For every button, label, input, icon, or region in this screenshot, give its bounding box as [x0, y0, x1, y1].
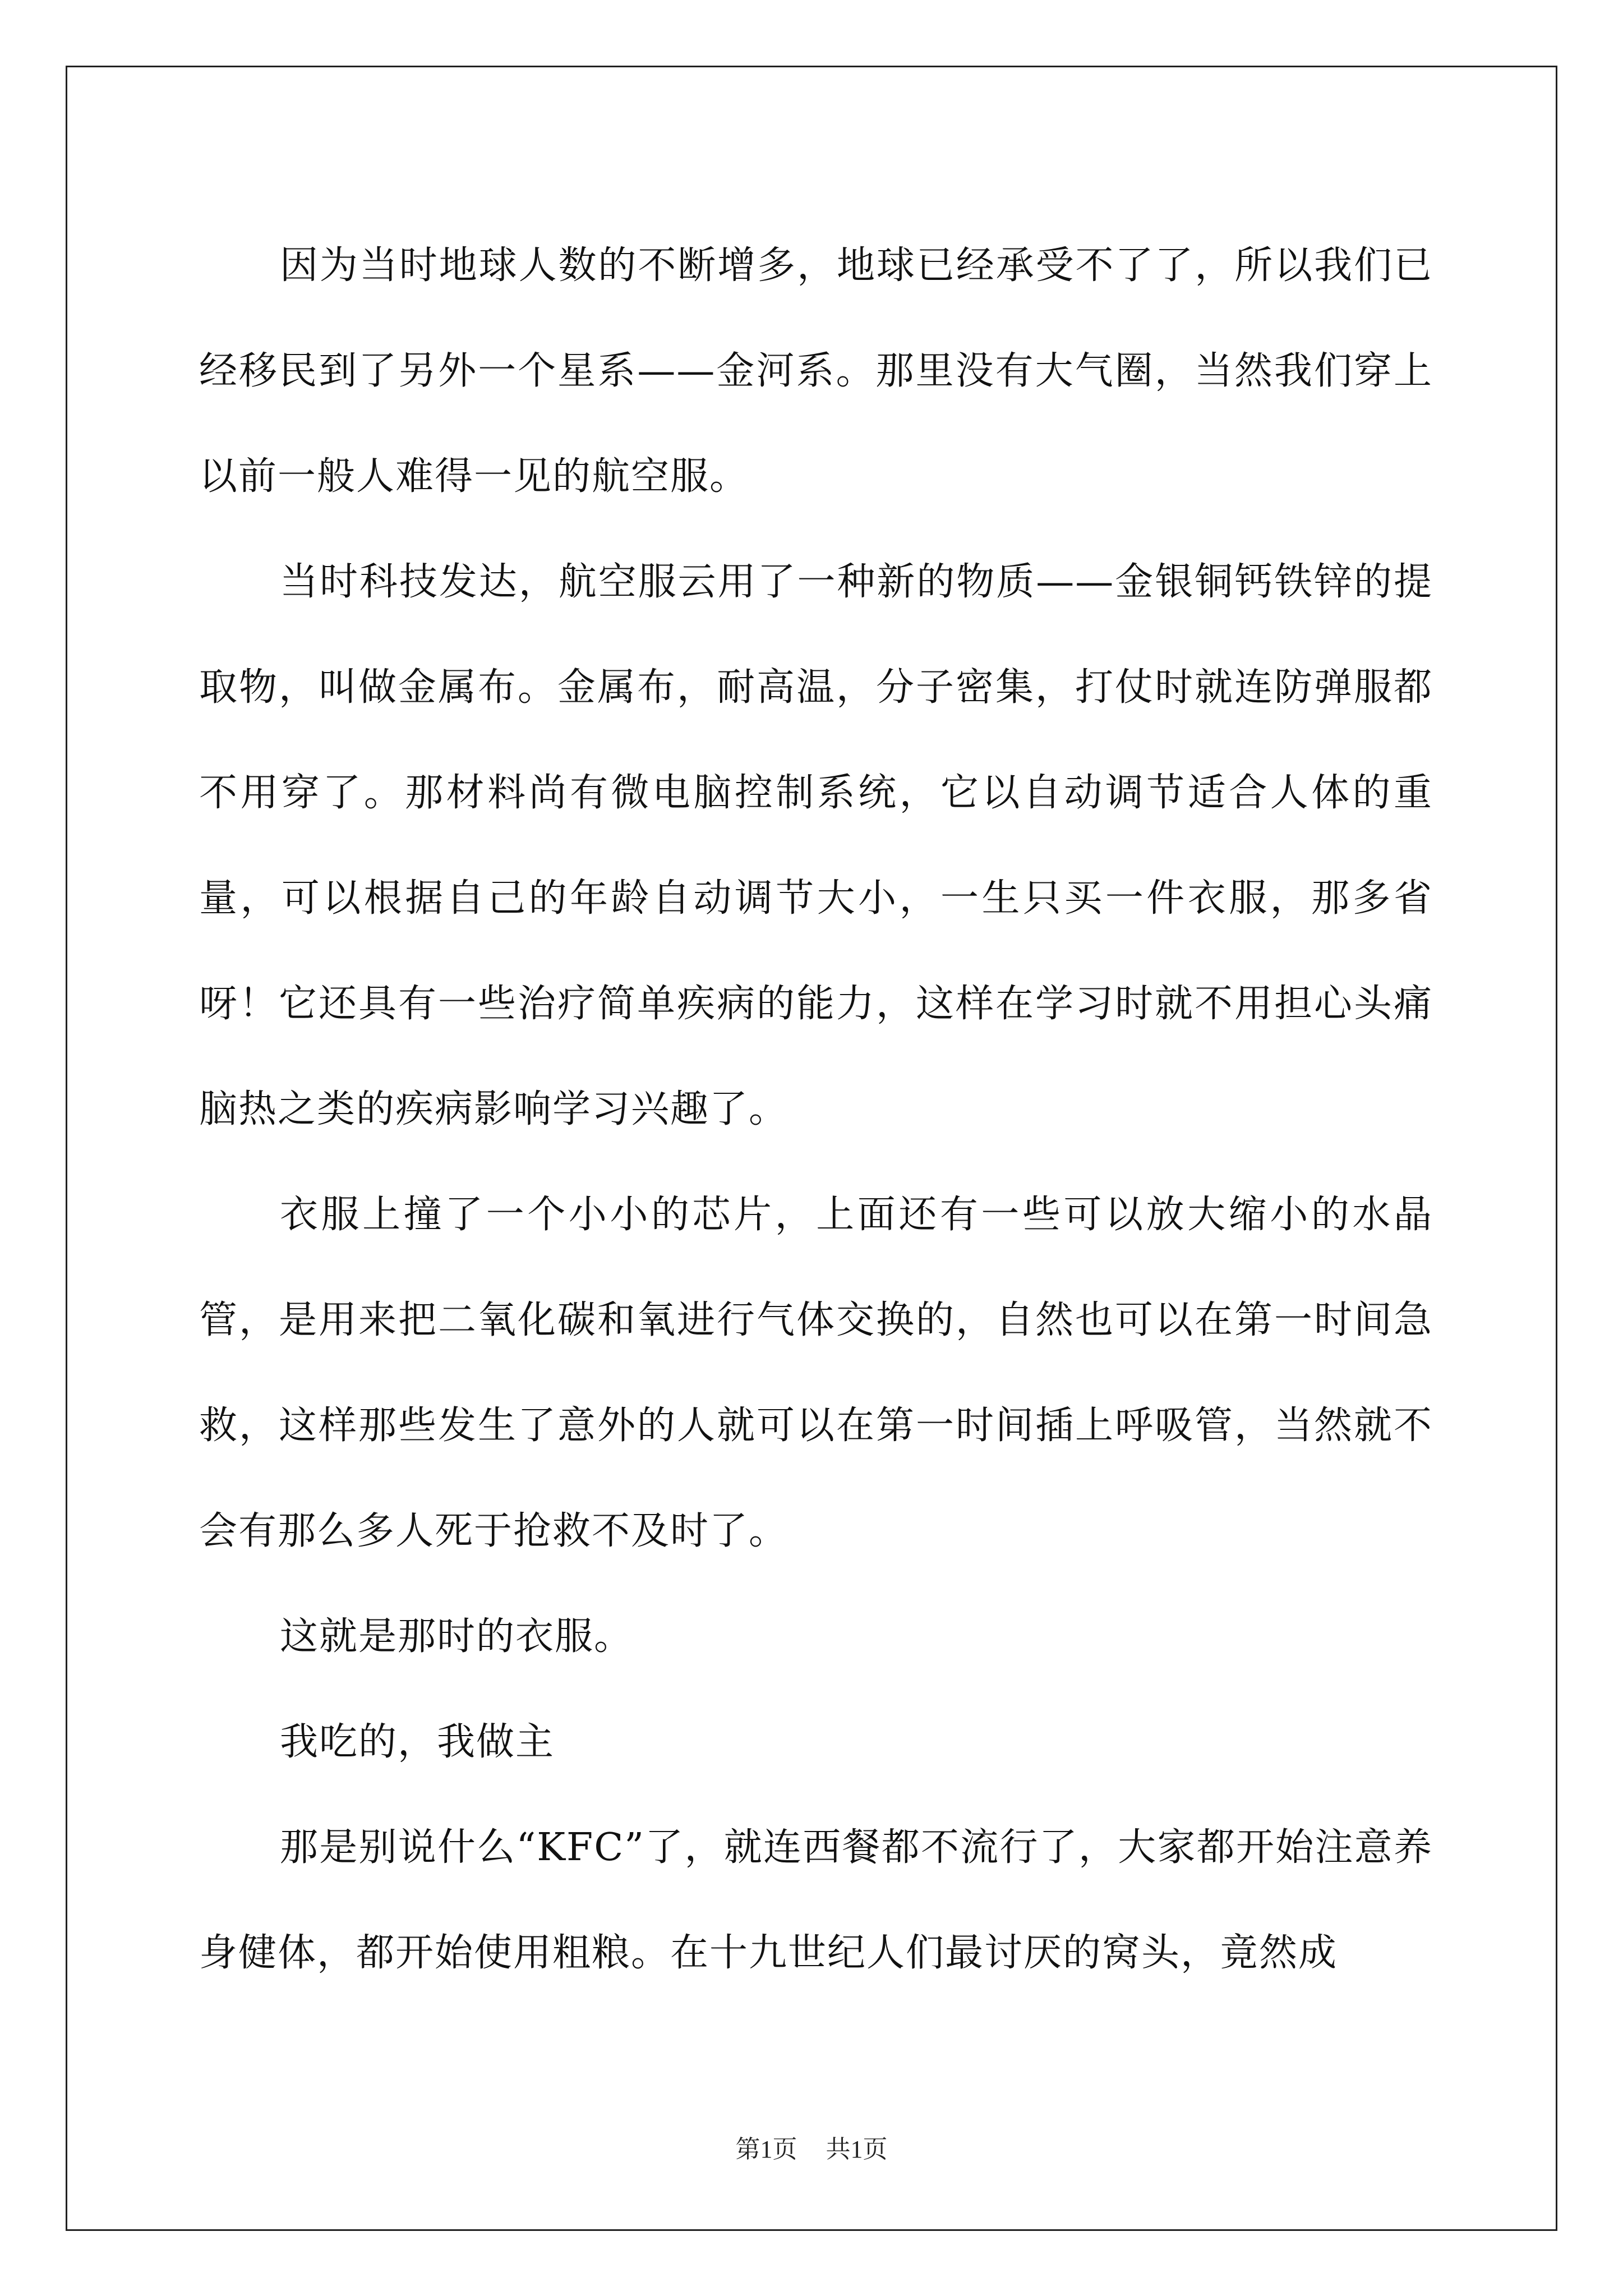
page-footer [0, 2129, 1623, 2165]
paragraph-4: 这就是那时的衣服。 [280, 1614, 634, 1659]
paragraph-1: 因为当时地球人数的不断增多，地球已经承受不了了，所以我们已经移民到了另外一个星系——金河系。那里没有大气圈，当然我们穿上以前一般人难得一见的航空服。 [199, 243, 1433, 499]
page-total: 共1页 [826, 2136, 888, 2163]
paragraph-3: 衣服上撞了一个小小的芯片，上面还有一些可以放大缩小的水晶管，是用来把二氧化碳和氧进行气体交换的，自然也可以在第一时间急救，这样那些发生了意外的人就可以在第一时间插上呼吸管，当然就不会有那么多人死于抢救不及时了。 [199, 1193, 1433, 1553]
document-body [199, 213, 1433, 2006]
section-heading: 我吃的，我做主 [280, 1720, 555, 1764]
paragraph-2: 当时科技发达，航空服云用了一种新的物质——金银铜钙铁锌的提取物，叫做金属布。金属布，耐高温，分子密集，打仗时就连防弹服都不用穿了。那材料尚有微电脑控制系统，它以自动调节适合人体的重量，可以根据自己的年龄自动调节大小，一生只买一件衣服，那多省呀！它还具有一些治疗简单疾病的能力，这样在学习时就不用担心头痛脑热之类的疾病影响学习兴趣了。 [199, 560, 1433, 1131]
page-number: 第1页 [735, 2136, 797, 2163]
paragraph-5: 那是别说什么“KFC”了，就连西餐都不流行了，大家都开始注意养身健体，都开始使用粗粮。在十九世纪人们最讨厌的窝头，竟然成 [199, 1825, 1433, 1975]
